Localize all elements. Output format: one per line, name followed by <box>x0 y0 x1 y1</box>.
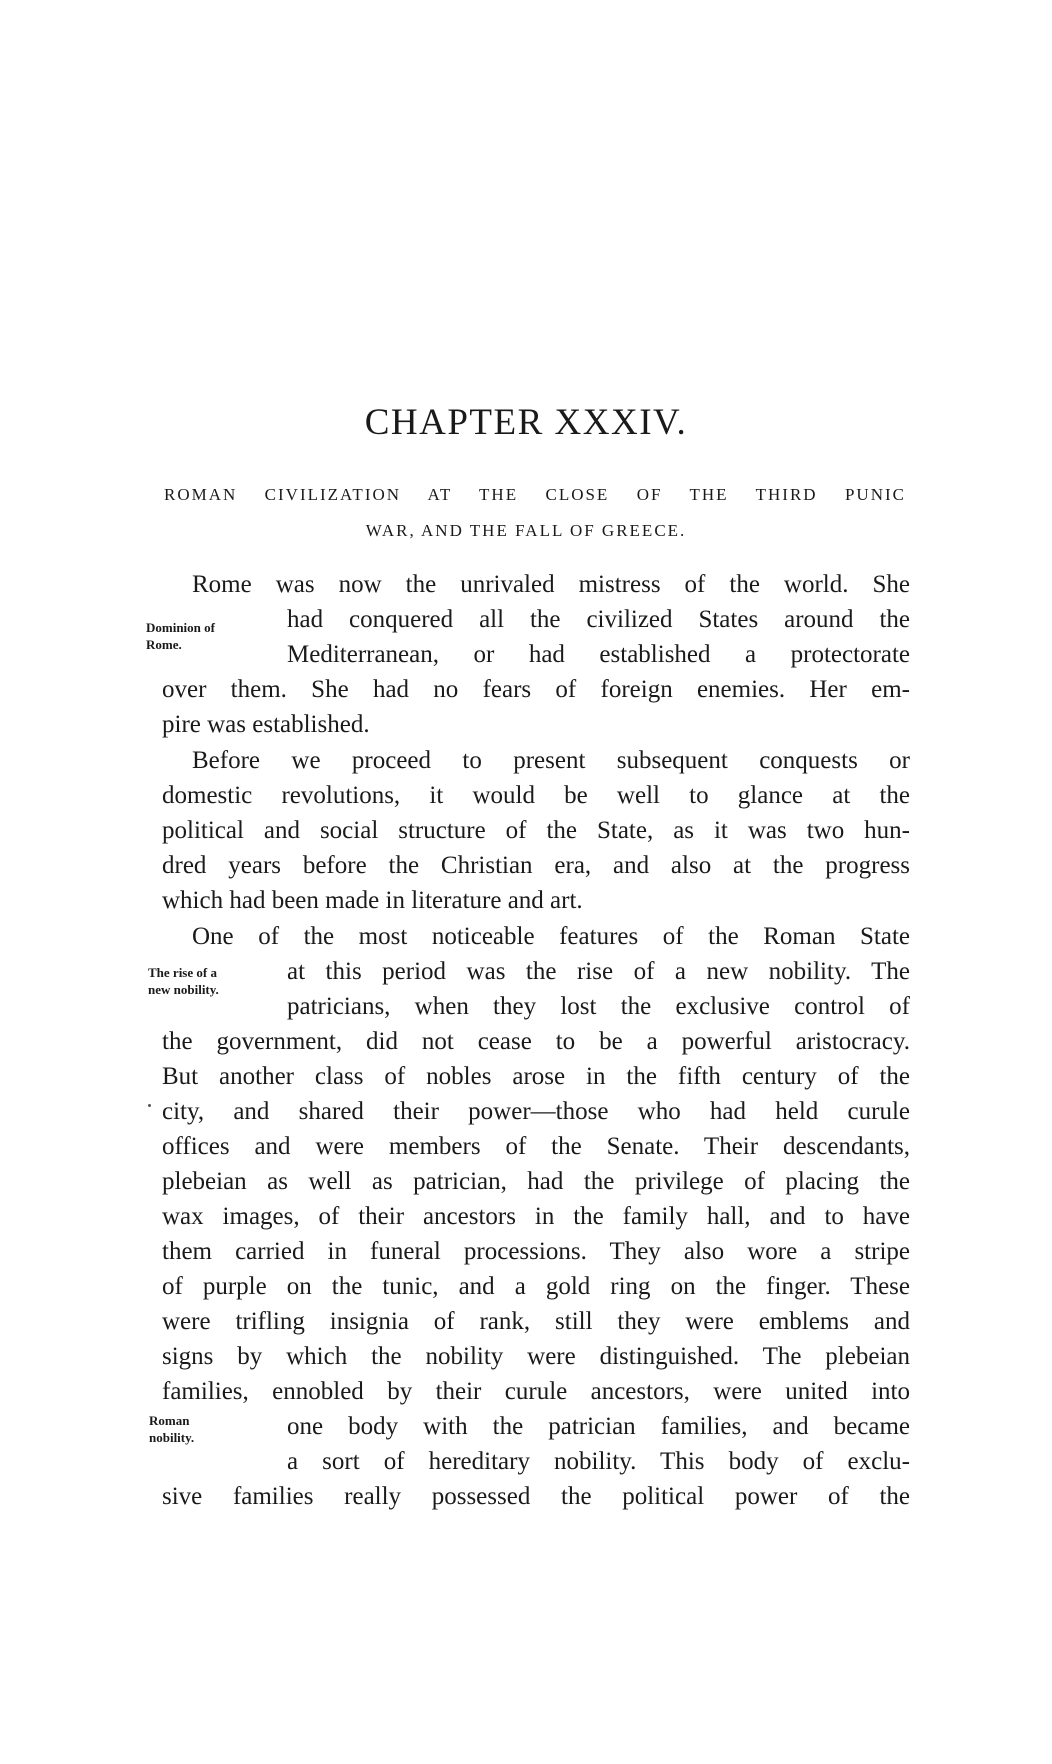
text-line: wax images, of their ancestors in the family hall, and to have <box>162 1203 910 1230</box>
text-line: dred years before the Christian era, and also at the progress <box>162 852 910 879</box>
text-line: at this period was the rise of a new nobility. The <box>287 958 910 985</box>
text-line: pire was established. <box>162 711 370 738</box>
text-line: But another class of nobles arose in the fifth century of the <box>162 1063 910 1090</box>
text-line: signs by which the nobility were distinguished. The plebeian <box>162 1343 910 1370</box>
text-line: were trifling insignia of rank, still they were emblems and <box>162 1308 910 1335</box>
text-line: a sort of hereditary nobility. This body of exclu- <box>287 1448 910 1475</box>
text-line: Before we proceed to present subsequent conquests or <box>192 747 910 774</box>
text-line: Rome was now the unrivaled mistress of the world. She <box>192 571 910 598</box>
margin-note-rise-line-2: new nobility. <box>148 982 219 997</box>
text-line: which had been made in literature and art. <box>162 887 583 914</box>
chapter-subtitle-line-1: ROMAN CIVILIZATION AT THE CLOSE OF THE THIRD PUNIC <box>164 485 906 504</box>
text-line: city, and shared their power—those who had held curule <box>162 1098 910 1125</box>
text-line: the government, did not cease to be a powerful aristocracy. <box>162 1028 910 1055</box>
margin-note-dominion-line-1: Dominion of <box>146 620 215 635</box>
margin-note-roman-line-1: Roman <box>149 1413 190 1428</box>
text-line: sive families really possessed the political power of the <box>162 1483 910 1510</box>
text-line: domestic revolutions, it would be well to glance at the <box>162 782 910 809</box>
text-line: One of the most noticeable features of the Roman State <box>192 923 910 950</box>
text-line: of purple on the tunic, and a gold ring on the finger. These <box>162 1273 910 1300</box>
stray-mark <box>148 1104 151 1107</box>
text-line: offices and were members of the Senate. Their descendants, <box>162 1133 910 1160</box>
text-line: over them. She had no fears of foreign enemies. Her em- <box>162 676 910 703</box>
chapter-subtitle-line-2: WAR, AND THE FALL OF GREECE. <box>365 521 687 540</box>
text-line: patricians, when they lost the exclusive control of <box>287 993 910 1020</box>
text-line: had conquered all the civilized States around the <box>287 606 910 633</box>
text-line: Mediterranean, or had established a protectorate <box>287 641 910 668</box>
text-line: families, ennobled by their curule ancestors, were united into <box>162 1378 910 1405</box>
margin-note-rise-line-1: The rise of a <box>148 965 217 980</box>
text-line: plebeian as well as patrician, had the privilege of placing the <box>162 1168 910 1195</box>
margin-note-roman-line-2: nobility. <box>149 1430 195 1445</box>
text-line: them carried in funeral processions. They also wore a stripe <box>162 1238 910 1265</box>
chapter-title: CHAPTER XXXIV. <box>364 402 688 443</box>
text-line: political and social structure of the State, as it was two hun- <box>162 817 910 844</box>
text-line: one body with the patrician families, and became <box>287 1413 910 1440</box>
margin-note-dominion-line-2: Rome. <box>146 637 182 652</box>
